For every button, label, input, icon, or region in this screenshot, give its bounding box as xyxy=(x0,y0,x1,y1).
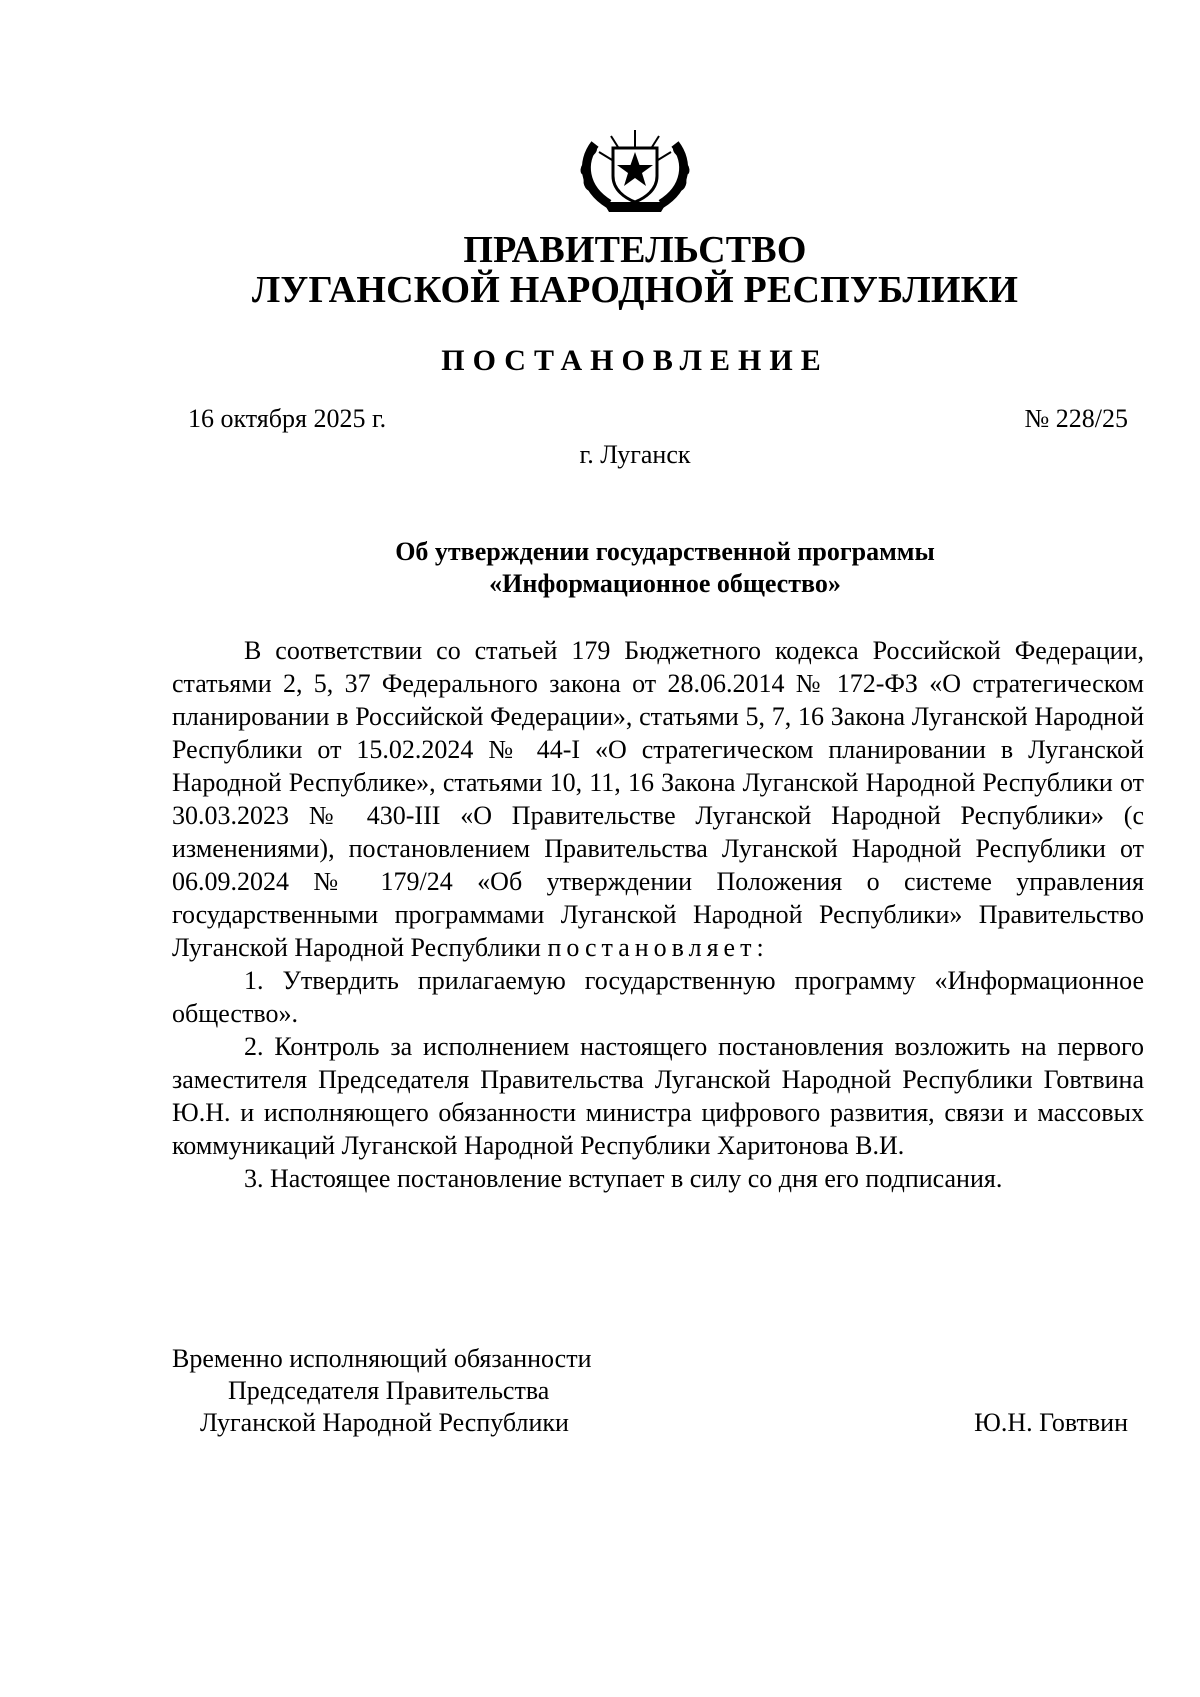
decree-title: ПОСТАНОВЛЕНИЕ xyxy=(441,344,829,377)
decree-body xyxy=(172,634,1144,1195)
lpr-coat-of-arms-icon xyxy=(575,126,695,214)
preamble-paragraph xyxy=(172,634,1144,964)
clause-2: 2. Контроль за исполнением настоящего постановления возложить на первого заместителя Председателя Правительства Луганской Народной Республики Говтвина Ю.Н. и исполняющего обязанности министра цифрового развития, связи и массовых коммуникаций Луганской Народной Республики Харитонова В.И. xyxy=(172,1032,1144,1160)
signatory-title-line2: Председателя Правительства xyxy=(228,1376,550,1405)
subject-line1: Об утверждении государственной программы xyxy=(395,537,935,566)
organization-title-line2: ЛУГАНСКОЙ НАРОДНОЙ РЕСПУБЛИКИ xyxy=(251,269,1019,311)
signatory-name: Ю.Н. Говтвин xyxy=(974,1408,1128,1437)
decree-city: г. Луганск xyxy=(579,440,691,469)
signatory-title-line1: Временно исполняющий обязанности xyxy=(172,1344,592,1373)
organization-title-line1: ПРАВИТЕЛЬСТВО xyxy=(463,229,807,271)
decree-date: 16 октября 2025 г. xyxy=(188,404,387,433)
clause-1: 1. Утвердить прилагаемую государственную программу «Информационное общество». xyxy=(172,966,1144,1028)
signatory-title-line3: Луганской Народной Республики xyxy=(200,1408,569,1437)
preamble-text: В соответствии со статьей 179 Бюджетного кодекса Российской Федерации, статьями 2, 5, 37 Федерального закона от 28.06.2014 № 172-ФЗ «О стратегическом планировании в Российской Федерации», статьями 5, 7, 16 Закона Луганской Народной Республики от 15.02.2024 № 44-I «О стратегическом планировании в Луганской Народной Республике», статьями 10, 11, 16 Закона Луганской Народной Республики от 30.03.2023 № 430-III «О Правительстве Луганской Народной Республики» (с изменениями), постановлением Правительства Луганской Народной Республики от 06.09.2024 № 179/24 «Об утверждении Положения о системе управления государственными программами Луганской Народной Республики» Правительство Луганской Народной Республики xyxy=(172,636,1144,962)
preamble-verb: постановляет: xyxy=(547,933,769,962)
decree-subject xyxy=(0,536,1200,600)
decree-number: № 228/25 xyxy=(1024,404,1128,433)
clause-3: 3. Настоящее постановление вступает в силу со дня его подписания. xyxy=(244,1164,1003,1193)
subject-line2: «Информационное общество» xyxy=(489,569,841,598)
